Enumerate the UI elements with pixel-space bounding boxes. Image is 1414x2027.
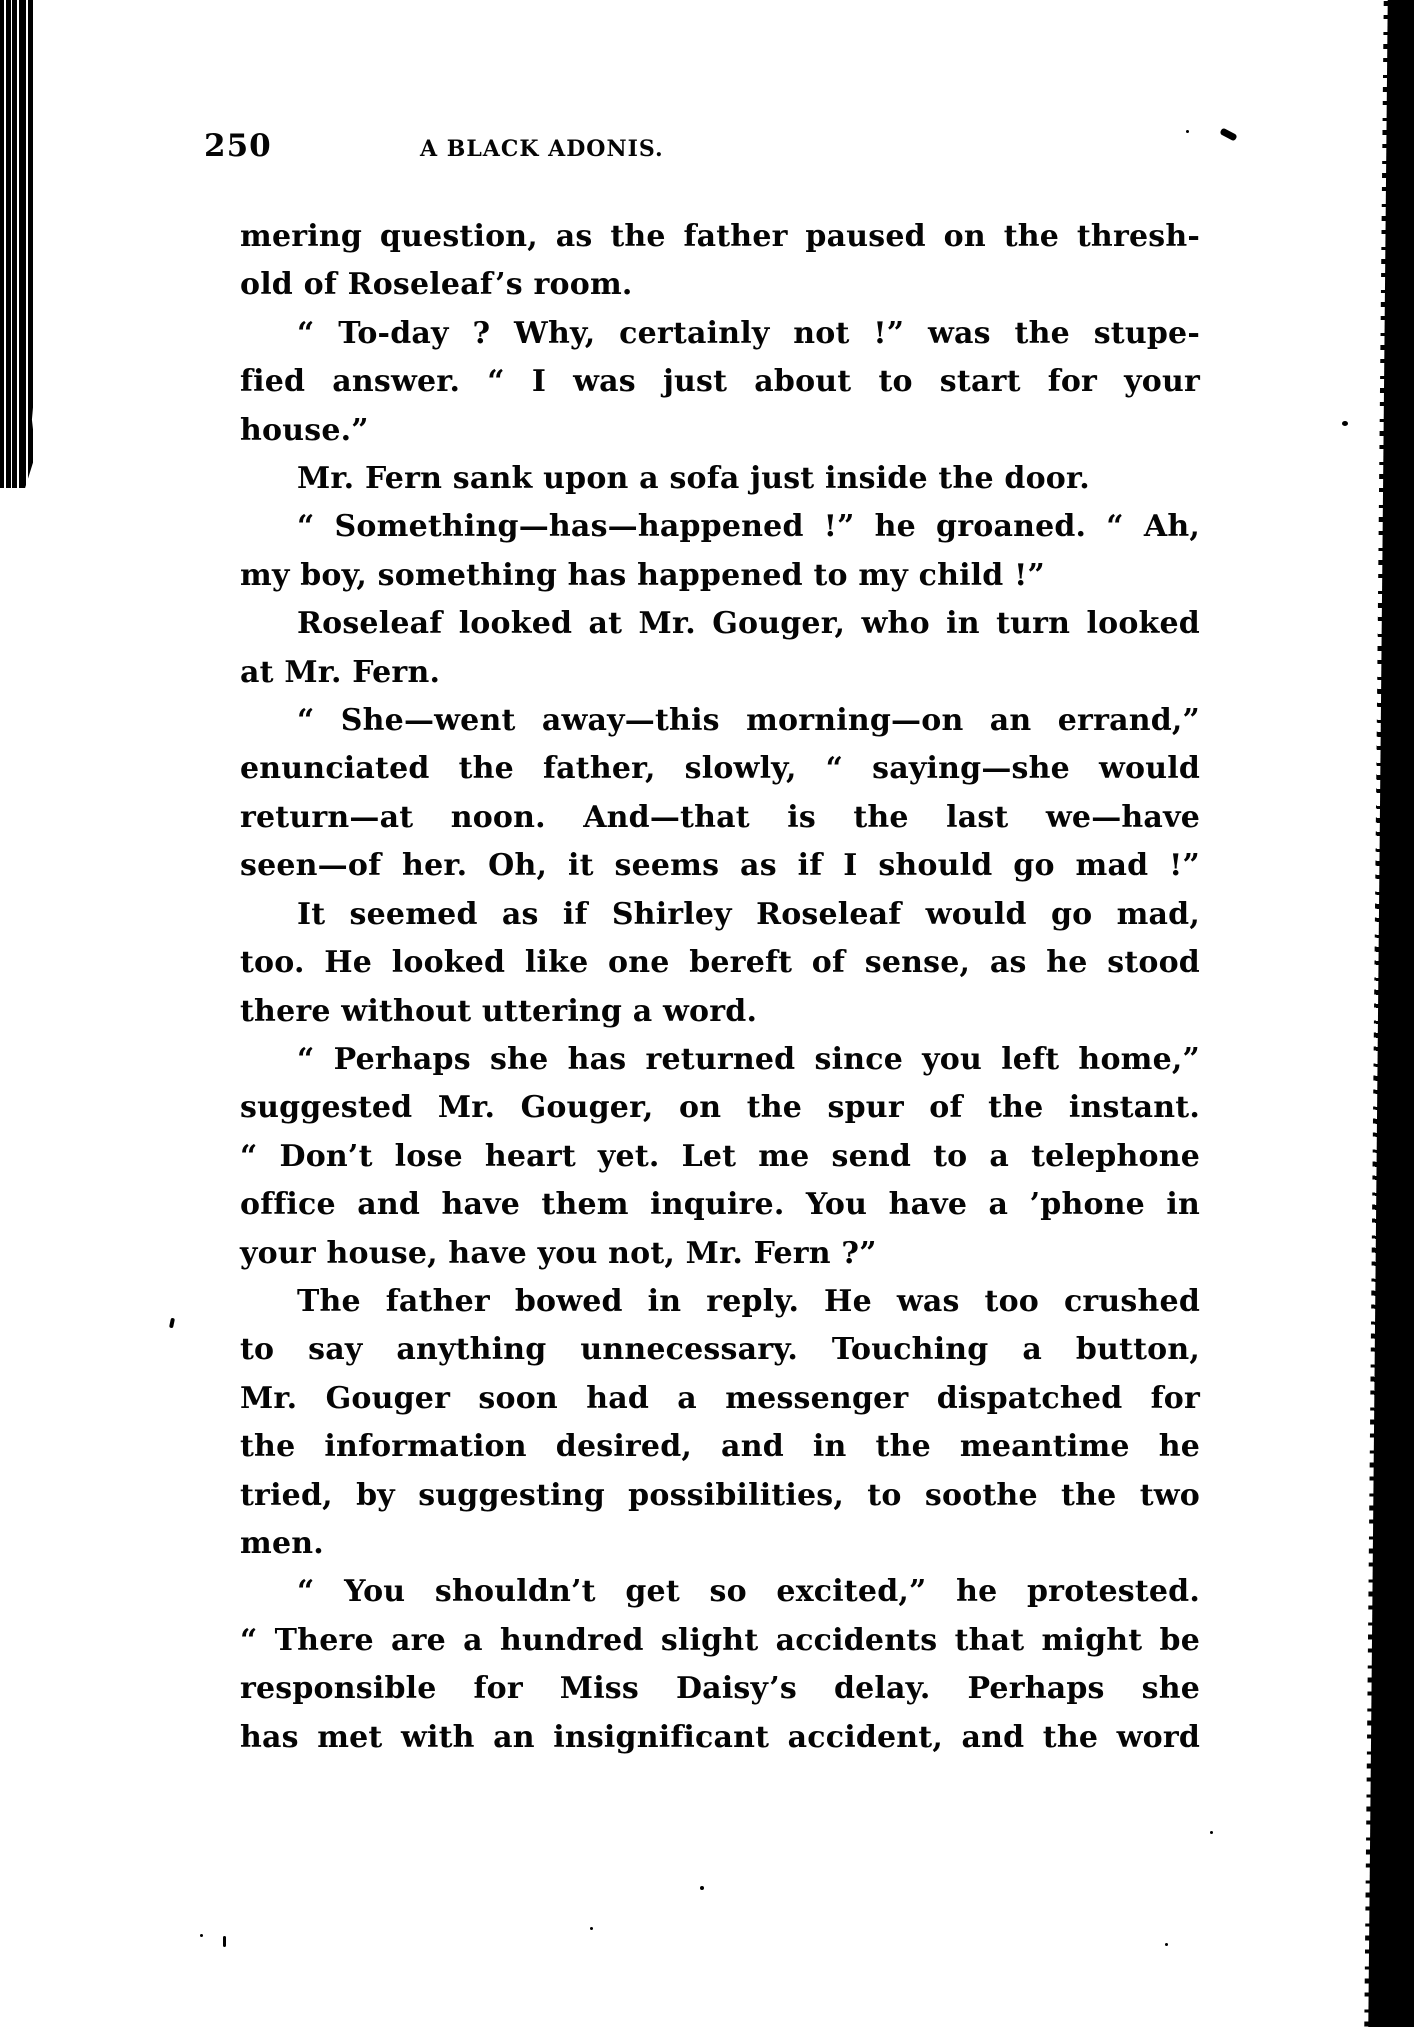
- ink-speck: [169, 1318, 175, 1329]
- text-line: has met with an insignificant accident, and the word: [240, 1719, 1200, 1755]
- ink-speck: [1186, 130, 1189, 133]
- text-line: tried, by suggesting possibilities, to soothe the two: [240, 1477, 1200, 1513]
- text-line: fied answer. “ I was just about to start for your: [240, 364, 1200, 400]
- ink-speck: [1210, 1831, 1213, 1834]
- text-line: men.: [240, 1525, 324, 1561]
- text-line: your house, have you not, Mr. Fern ?”: [240, 1235, 877, 1271]
- ink-speck: [1219, 127, 1237, 141]
- text-line: old of Roseleaf’s room.: [240, 267, 633, 303]
- page-edge-shadow-artifact: [1368, 0, 1414, 2027]
- ink-speck: [200, 1934, 203, 1937]
- text-line: It seemed as if Shirley Roseleaf would go mad,: [297, 896, 1200, 932]
- text-line: “ She—went away—this morning—on an errand,”: [297, 703, 1200, 739]
- page-number: 250: [204, 128, 272, 164]
- text-line: seen—of her. Oh, it seems as if I should go mad !”: [240, 848, 1200, 884]
- text-line: my boy, something has happened to my child !”: [240, 557, 1045, 593]
- text-line: Roseleaf looked at Mr. Gouger, who in turn looked: [297, 606, 1200, 642]
- ink-speck: [1342, 421, 1348, 426]
- text-line: “ Perhaps she has returned since you left home,”: [297, 1041, 1200, 1077]
- text-line: to say anything unnecessary. Touching a button,: [240, 1332, 1200, 1368]
- ink-speck: [1165, 1943, 1168, 1946]
- text-line: The father bowed in reply. He was too crushed: [297, 1283, 1200, 1319]
- text-line: at Mr. Fern.: [240, 654, 441, 690]
- binding-shadow-artifact: [0, 0, 38, 488]
- text-line: return—at noon. And—that is the last we—have: [240, 799, 1200, 835]
- text-line: “ There are a hundred slight accidents that might be: [240, 1622, 1200, 1658]
- text-line: the information desired, and in the meantime he: [240, 1429, 1200, 1465]
- text-line: Mr. Fern sank upon a sofa just inside the door.: [297, 461, 1090, 497]
- text-line: enunciated the father, slowly, “ saying—she would: [240, 751, 1200, 787]
- ink-speck: [700, 1886, 704, 1890]
- text-line: suggested Mr. Gouger, on the spur of the instant.: [240, 1090, 1200, 1126]
- text-line: Mr. Gouger soon had a messenger dispatched for: [240, 1380, 1200, 1416]
- text-line: “ You shouldn’t get so excited,” he protested.: [297, 1574, 1200, 1610]
- text-line: there without uttering a word.: [240, 993, 758, 1029]
- text-line: “ Don’t lose heart yet. Let me send to a telephone: [240, 1138, 1200, 1174]
- text-line: “ To-day ? Why, certainly not !” was the stupe-: [297, 315, 1200, 351]
- ink-speck: [223, 1936, 226, 1947]
- text-line: mering question, as the father paused on the thresh-: [240, 219, 1200, 254]
- body-text: [240, 213, 1200, 1762]
- running-header-title: A BLACK ADONIS.: [420, 136, 664, 162]
- text-line: house.”: [240, 412, 369, 448]
- ink-speck: [590, 1927, 593, 1930]
- text-line: office and have them inquire. You have a ’phone in: [240, 1187, 1200, 1223]
- text-line: too. He looked like one bereft of sense, as he stood: [240, 945, 1200, 981]
- text-line: responsible for Miss Daisy’s delay. Perhaps she: [240, 1671, 1200, 1707]
- text-line: “ Something—has—happened !” he groaned. “ Ah,: [297, 509, 1200, 545]
